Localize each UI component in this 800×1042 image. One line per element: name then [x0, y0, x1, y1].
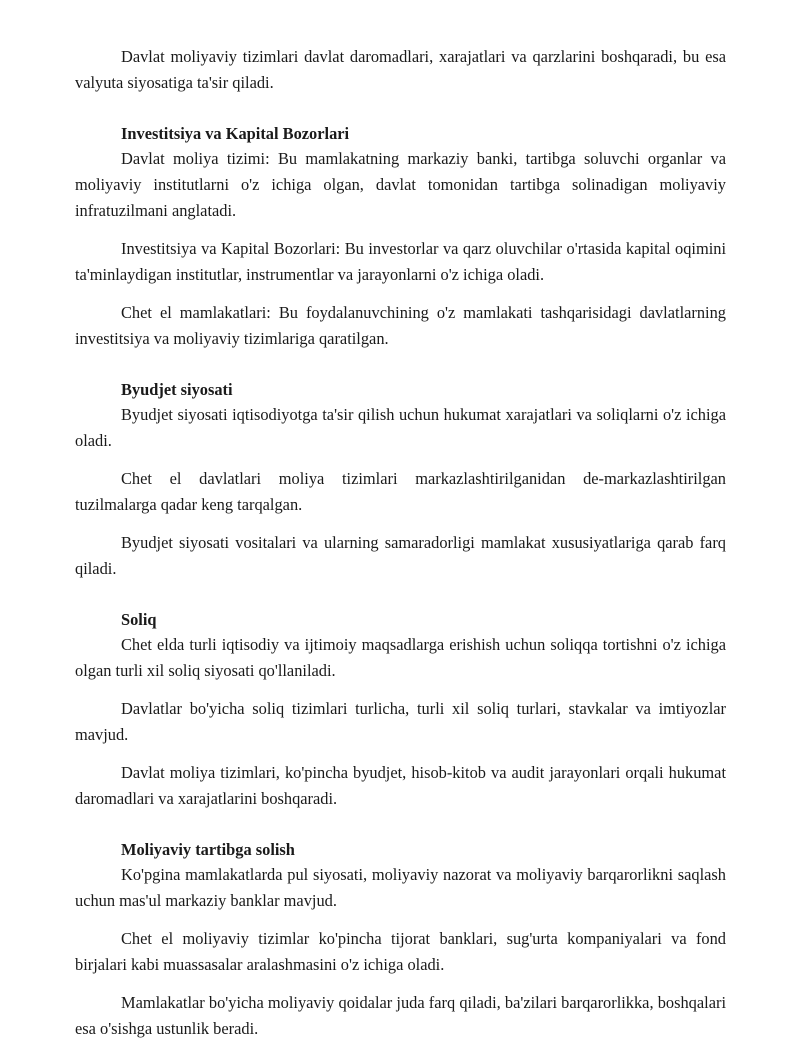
paragraph: Byudjet siyosati iqtisodiyotga ta'sir qilish uchun hukumat xarajatlari va soliqlarni o'z ichiga oladi. [75, 405, 726, 450]
paragraph: Chet el davlatlari moliya tizimlari markazlashtirilganidan de-markazlashtirilgan tuzilmalarga qadar keng tarqalgan. [75, 469, 726, 514]
section-heading: Investitsiya va Kapital Bozorlari [121, 124, 350, 143]
paragraph: Davlatlar bo'yicha soliq tizimlari turlicha, turli xil soliq turlari, stavkalar va imtiyozlar mavjud. [75, 699, 726, 744]
intro-paragraph: Davlat moliyaviy tizimlari davlat daromadlari, xarajatlari va qarzlarini boshqaradi, bu esa valyuta siyosatiga ta'sir qiladi. [75, 47, 726, 92]
paragraph: Mamlakatlar bo'yicha moliyaviy qoidalar juda farq qiladi, ba'zilari barqarorlikka, boshqalari esa o'sishga ustunlik beradi. [75, 993, 726, 1038]
section-heading: Byudjet siyosati [121, 380, 233, 399]
paragraph: Chet elda turli iqtisodiy va ijtimoiy maqsadlarga erishish uchun soliqqa tortishni o'z ichiga olgan turli xil soliq siyosati qo'llaniladi. [75, 635, 726, 680]
paragraph: Davlat moliya tizimlari, ko'pincha byudjet, hisob-kitob va audit jarayonlari orqali hukumat daromadlari va xarajatlarini boshqaradi. [75, 763, 726, 808]
section-tax [75, 608, 726, 812]
paragraph: Ko'pgina mamlakatlarda pul siyosati, moliyaviy nazorat va moliyaviy barqarorlikni saqlash uchun mas'ul markaziy banklar mavjud. [75, 865, 726, 910]
section-investment [75, 122, 726, 352]
section-heading: Soliq [121, 610, 157, 629]
paragraph: Byudjet siyosati vositalari va ularning samaradorligi mamlakat xususiyatlariga qarab farq qiladi. [75, 533, 726, 578]
paragraph: Davlat moliya tizimi: Bu mamlakatning markaziy banki, tartibga soluvchi organlar va moliyaviy institutlarni o'z ichiga olgan, davlat tomonidan tartibga solinadigan moliyaviy infratuzilmani anglatadi. [75, 149, 726, 220]
section-financial-regulation [75, 838, 726, 1042]
section-heading: Moliyaviy tartibga solish [121, 840, 295, 859]
paragraph: Chet el mamlakatlari: Bu foydalanuvchining o'z mamlakati tashqarisidagi davlatlarning investitsiya va moliyaviy tizimlariga qaratilgan. [75, 303, 726, 348]
section-budget-policy [75, 378, 726, 582]
paragraph: Chet el moliyaviy tizimlar ko'pincha tijorat banklari, sug'urta kompaniyalari va fond birjalari kabi muassasalar aralashmasini o'z ichiga oladi. [75, 929, 726, 974]
document-page [75, 44, 726, 1042]
paragraph: Investitsiya va Kapital Bozorlari: Bu investorlar va qarz oluvchilar o'rtasida kapital oqimini ta'minlaydigan institutlar, instrumentlar va jarayonlarni o'z ichiga oladi. [75, 239, 726, 284]
